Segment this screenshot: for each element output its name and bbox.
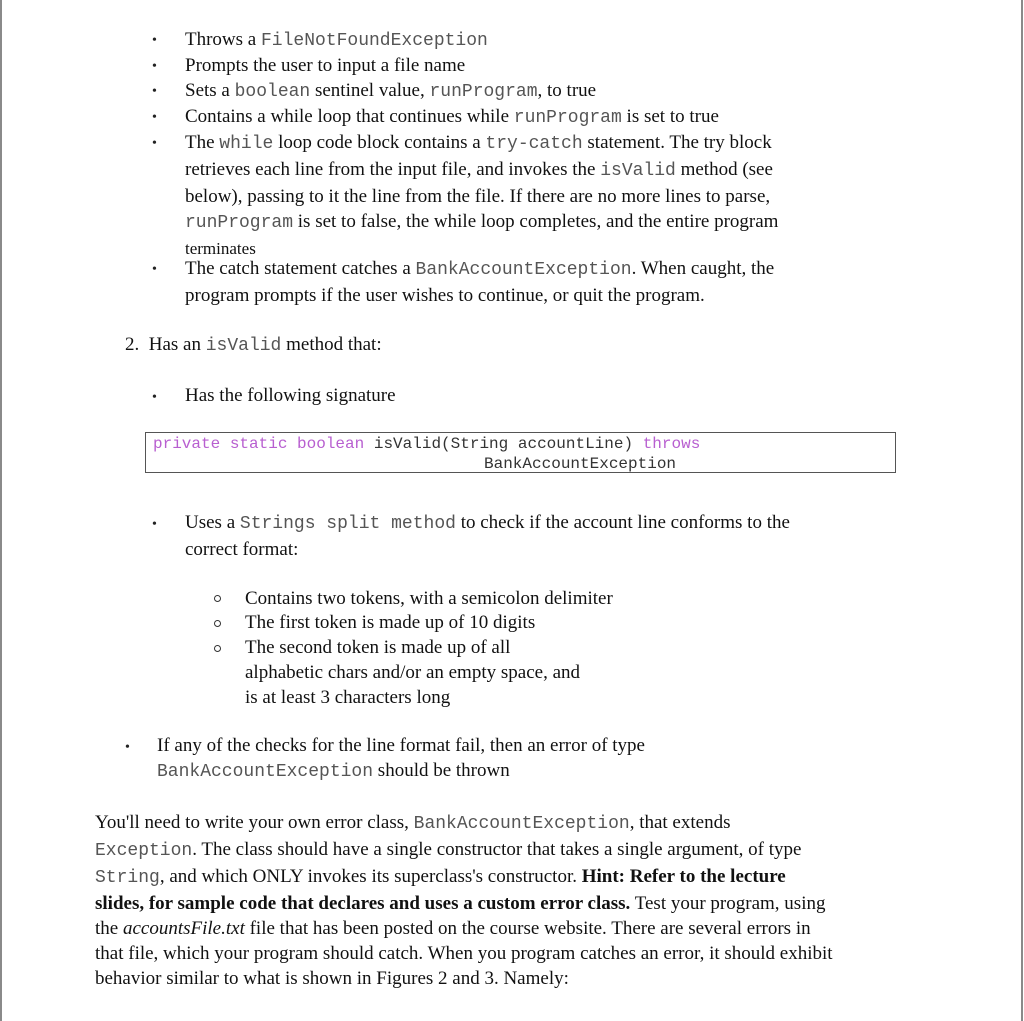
- bullet-icon: •: [152, 136, 157, 151]
- circle-bullet-icon: [214, 645, 221, 652]
- code-keywords: private static boolean: [153, 435, 365, 453]
- bullet-icon: •: [152, 517, 157, 532]
- instructions-paragraph: You'll need to write your own error class, BankAccountException, that extends Exception. The class should have a single constructor that takes a single argument, of type String, and which ONLY invokes its superclass's constructor. Hint: Refer to the lecture slides, for sample code that declares and uses a custom error class. Test your program, using the accountsFile.txt file that has been posted on the course website. There are several errors in that file, which your program should catch. When you program catches an error, it should exhibit behavior similar to what is shown in Figures 2 and 3. Namely:: [95, 812, 833, 989]
- circle-bullet-icon: [214, 620, 221, 627]
- code-signature-box: [145, 432, 896, 473]
- page-edge-right: [1021, 0, 1023, 1021]
- code-throws: throws: [642, 435, 701, 453]
- bullet-item: Throws a FileNotFoundException: [185, 29, 488, 51]
- check-item: The first token is made up of 10 digits: [245, 612, 536, 633]
- bullet-icon: •: [152, 33, 157, 48]
- check-item: The second token is made up of all alphabetic chars and/or an empty space, and is at least 3 characters long: [245, 637, 580, 708]
- bullet-icon: •: [152, 84, 157, 99]
- bullet-icon: •: [125, 740, 130, 755]
- bullet-item: Contains a while loop that continues while runProgram is set to true: [185, 106, 719, 128]
- check-item: Contains two tokens, with a semicolon delimiter: [245, 588, 613, 609]
- bullet-item: Prompts the user to input a file name: [185, 55, 466, 76]
- bullet-icon: •: [152, 262, 157, 277]
- bullet-icon: •: [152, 390, 157, 405]
- page-edge-left: [0, 0, 2, 1021]
- bullet-item-catch: The catch statement catches a BankAccountException. When caught, the program prompts if the user wishes to continue, or quit the program.: [185, 258, 775, 306]
- bullet-item-while-loop: The while loop code block contains a try-catch statement. The try block retrieves each line from the input file, and invokes the isValid method (see below), passing to it the line from the file. If there are no more lines to parse, runProgram is set to false, the while loop completes, and the entire program terminates: [185, 132, 779, 258]
- bullet-icon: •: [152, 110, 157, 125]
- code-exception: BankAccountException: [484, 455, 677, 473]
- numbered-item-2: 2. Has an isValid method that:: [125, 334, 382, 356]
- bullet-item: Sets a boolean sentinel value, runProgram, to true: [185, 80, 597, 102]
- code-method: isValid(String accountLine): [364, 435, 643, 453]
- bullet-icon: •: [152, 59, 157, 74]
- fail-item: If any of the checks for the line format fail, then an error of type BankAccountException should be thrown: [157, 735, 645, 782]
- split-method-item: Uses a Strings split method to check if the account line conforms to the correct format:: [185, 512, 790, 560]
- signature-intro: Has the following signature: [185, 385, 396, 406]
- circle-bullet-icon: [214, 595, 221, 602]
